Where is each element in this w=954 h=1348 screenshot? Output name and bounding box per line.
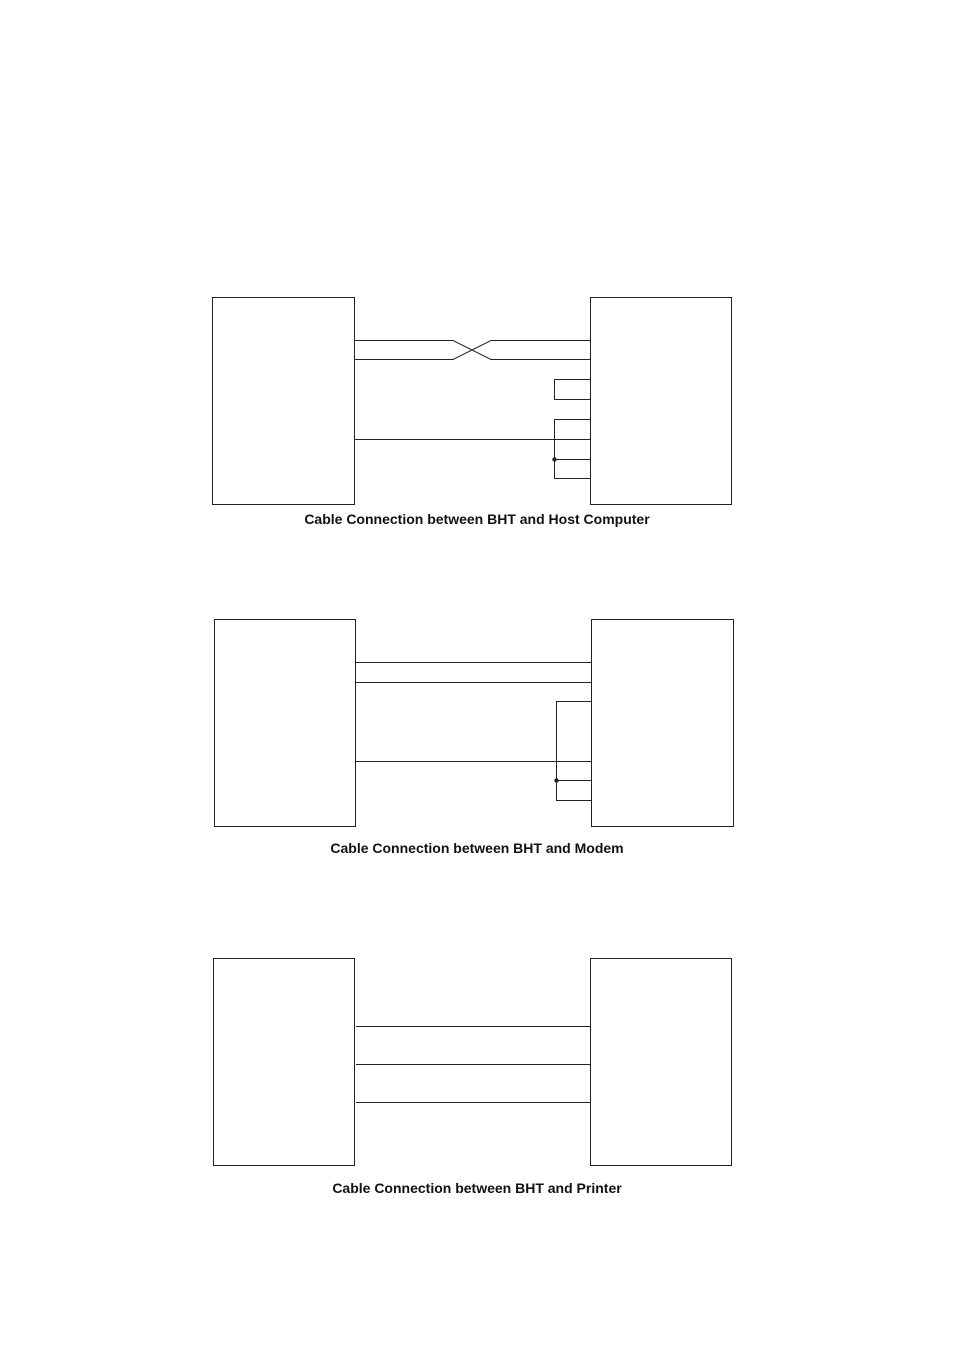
diagram-caption: Cable Connection between BHT and Modem — [330, 840, 624, 856]
bht-box — [214, 959, 355, 1166]
printer-box — [591, 959, 732, 1166]
diagram-caption: Cable Connection between BHT and Printer — [332, 1180, 622, 1196]
diagram-caption: Cable Connection between BHT and Host Computer — [304, 511, 650, 527]
